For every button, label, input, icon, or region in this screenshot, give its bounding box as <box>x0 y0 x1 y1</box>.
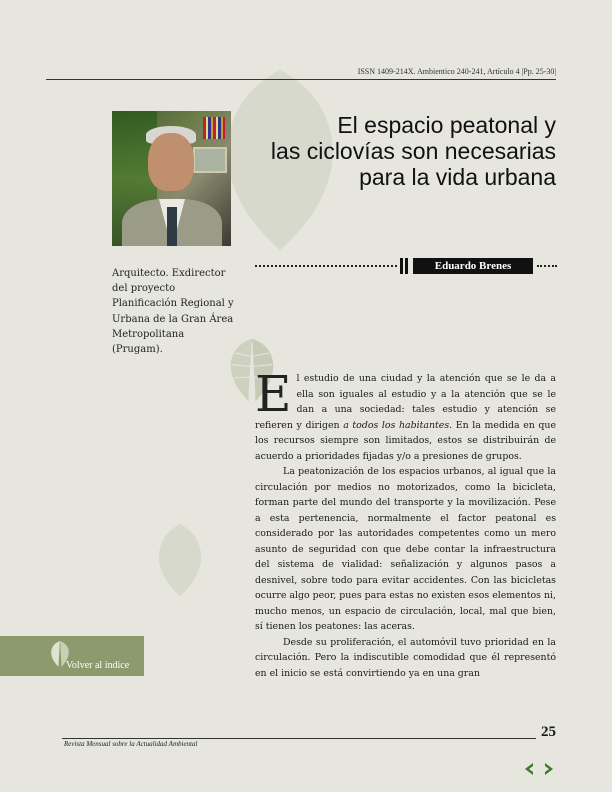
author-bio: Arquitecto. Exdirector del proyecto Planificación Regional y Urbana de la Gran Área Metropolitana (Prugam). <box>112 268 234 356</box>
article-title <box>246 112 556 190</box>
header-rule <box>46 79 556 80</box>
author-name: Eduardo Brenes <box>413 258 533 274</box>
background-leaf-decoration <box>140 520 220 600</box>
paragraph-text: l estudio de una ciudad y la atención que se le da a ella son iguales al estudio y a la atención que se le dan a una sociedad: tales estudio y atención se refieren y dirigen <box>255 373 556 431</box>
prev-arrow-icon[interactable] <box>522 762 536 776</box>
dotted-rule <box>255 265 397 267</box>
paragraph: La peatonización de los espacios urbanos, al igual que la circulación por medios no motorizados, como la bicicleta, forman parte del mundo del transporte y la movilización. Pese a esta pertenencia, normalmente el factor peatonal es considerado por las autoridades competentes como un mero asunto de seguridad con que debe contar la infraestructura del sistema de vialidad: señalización y algunos pasos a desnivel, sobre todo para evitar accidentes. Con las bicicletas ocurre algo peor, pues para estas no existen esos elementos ni, mucho menos, un espacio de circulación, local, mal que bien, sí tienen los peatones: las aceras. <box>255 466 556 632</box>
paragraph-text: . En la medida en que los recursos siempre son limitados, estos se distribuirán de acuerdo a prioridades fijadas y/o a presiones de grupos. <box>255 419 557 462</box>
footer-rule <box>62 738 536 739</box>
issn-header: ISSN 1409-214X. Ambientico 240-241, Artículo 4 |Pp. 25-30| <box>357 67 556 76</box>
title-line: El espacio peatonal y <box>337 112 556 138</box>
drop-cap: E <box>255 365 292 423</box>
article-body <box>255 365 557 681</box>
author-banner <box>255 258 557 274</box>
back-to-index-button[interactable] <box>0 636 144 676</box>
title-line: las ciclovías son necesarias <box>270 138 556 164</box>
paragraph: Desde su proliferación, el automóvil tuvo prioridad en la circulación. Pero la indiscutible comodidad que él representó en el inicio se está convirtiendo ya en una gran <box>255 636 556 679</box>
paragraph <box>255 365 557 464</box>
title-line: para la vida urbana <box>359 164 556 190</box>
page-number: 25 <box>541 724 556 740</box>
author-photo <box>112 111 231 246</box>
journal-name: Revista Mensual sobre la Actualidad Ambiental <box>64 740 198 748</box>
page-navigation <box>522 762 556 776</box>
dotted-rule <box>537 265 557 267</box>
back-to-index-label: Volver al índice <box>66 660 130 671</box>
bar-ornament <box>400 258 410 274</box>
emphasis-text: a todos los habitantes <box>343 419 450 431</box>
next-arrow-icon[interactable] <box>542 762 556 776</box>
